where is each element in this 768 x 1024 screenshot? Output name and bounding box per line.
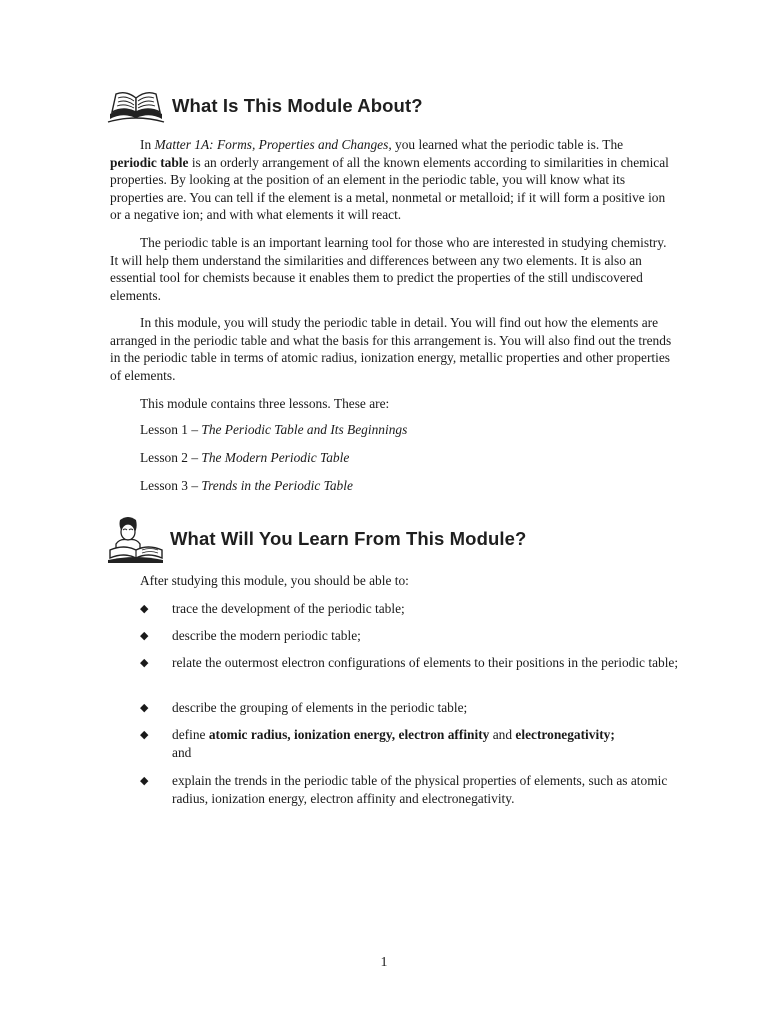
bold-term: atomic radius, ionization energy, electron affinity: [208, 727, 490, 742]
section-heading-about: [106, 84, 423, 128]
lesson-item: Lesson 1 – The Periodic Table and Its Beginnings: [140, 422, 408, 437]
bullet-icon: ◆: [140, 702, 149, 714]
objective-item: ◆ relate the outermost electron configurations of elements to their positions in the periodic table;: [140, 655, 679, 670]
bullet-icon: ◆: [140, 775, 149, 787]
page-number: 1: [380, 955, 388, 970]
bullet-icon: ◆: [140, 630, 149, 642]
section-title: What Will You Learn From This Module?: [170, 528, 527, 549]
bold-term: electronegativity;: [515, 727, 615, 742]
section-heading-learn: [106, 514, 526, 564]
bold-term: periodic table: [110, 154, 189, 170]
lessons-intro: This module contains three lessons. These are:: [140, 396, 390, 411]
objective-item: ◆ describe the modern periodic table;: [140, 628, 361, 643]
objectives-intro: After studying this module, you should be able to:: [140, 573, 409, 588]
student-reading-icon: [106, 514, 164, 564]
bullet-icon: ◆: [140, 603, 149, 615]
section-title: What Is This Module About?: [172, 95, 423, 116]
paragraph-3: In this module, you will study the periodic table in detail. You will find out how the elements are arranged in the periodic table and what the basis for this arrangement is. You will also find out the trends in the periodic table in terms of atomic radius, ionization energy, metallic properties and other properties of elements.: [110, 315, 672, 383]
paragraph-1: In Matter 1A: Forms, Properties and Changes, you learned what the periodic table is. The periodic table is an orderly arrangement of all the known elements according to similarities in chemical properties. By looking at the position of an element in the periodic table, you will know what its properties are. You can tell if the element is a metal, nonmetal or metalloid; if it will form a positive ion or a negative ion; and with what elements it will react.: [110, 137, 669, 223]
objective-item: ◆ trace the development of the periodic table;: [140, 601, 405, 616]
italic-reference: Matter 1A: Forms, Properties and Changes,: [154, 137, 392, 152]
bullet-icon: ◆: [140, 657, 149, 669]
open-book-icon: [106, 84, 166, 128]
objective-item: ◆ explain the trends in the periodic table of the physical properties of elements, such as atomic radius, ionization energy, electron affinity and electronegativity.: [140, 773, 668, 806]
objective-item: ◆ describe the grouping of elements in the periodic table;: [140, 700, 468, 715]
lesson-item: Lesson 2 – The Modern Periodic Table: [140, 450, 350, 465]
paragraph-2: The periodic table is an important learning tool for those who are interested in studying chemistry. It will help them understand the similarities and differences between any two elements. It is also an essential tool for chemists because it enables them to predict the properties of the still undiscovered elements.: [110, 235, 667, 303]
objective-item: ◆ define atomic radius, ionization energy, electron affinity and electronegativity; and: [140, 727, 615, 760]
lesson-item: Lesson 3 – Trends in the Periodic Table: [140, 478, 353, 493]
bullet-icon: ◆: [140, 729, 149, 741]
